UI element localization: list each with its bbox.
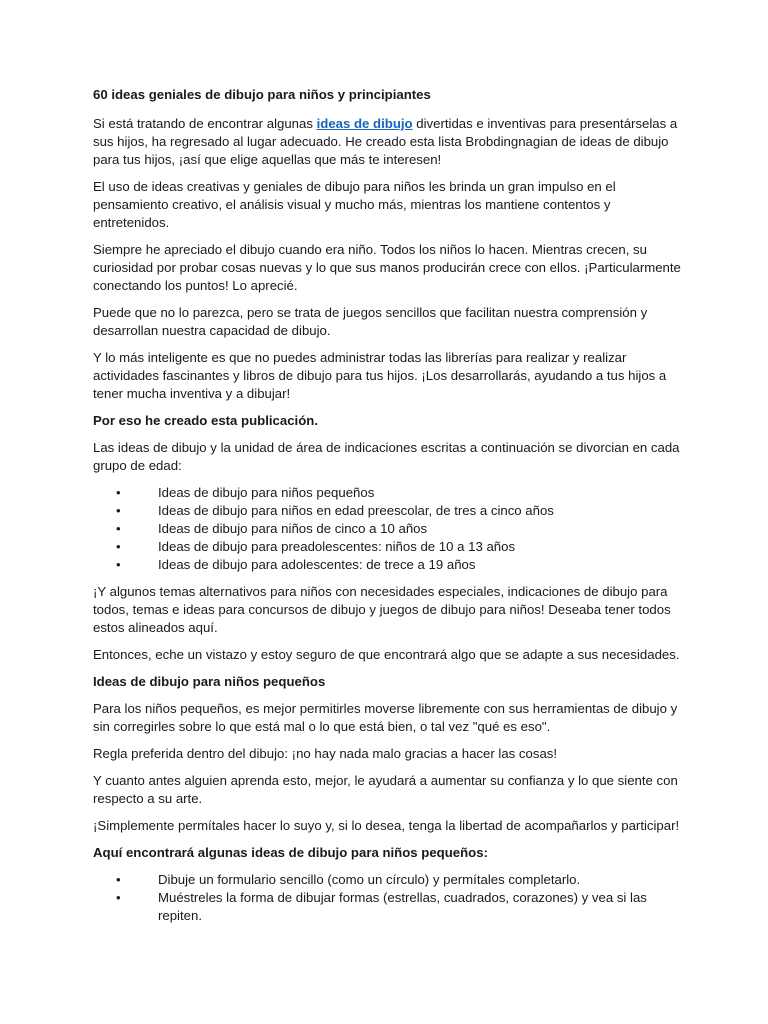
bullet-icon: • xyxy=(116,503,121,518)
list-item xyxy=(93,502,683,520)
bullet-icon: • xyxy=(116,539,121,554)
bullet-icon: • xyxy=(116,485,121,500)
list-item-text: Ideas de dibujo para preadolescentes: niños de 10 a 13 años xyxy=(158,539,516,554)
section-heading-toddlers: Ideas de dibujo para niños pequeños xyxy=(93,674,326,689)
toddler-ideas-list xyxy=(93,871,683,925)
paragraph-confidence: Y cuanto antes alguien aprenda esto, mejor, le ayudará a aumentar su confianza y lo que siente con respecto a su arte. xyxy=(93,773,678,806)
paragraph-why-post: Por eso he creado esta publicación. xyxy=(93,413,318,428)
list-item xyxy=(93,871,683,889)
bullet-icon: • xyxy=(116,872,121,887)
list-item xyxy=(93,889,683,925)
list-item xyxy=(93,538,683,556)
bullet-icon: • xyxy=(116,521,121,536)
list-item-text: Muéstreles la forma de dibujar formas (estrellas, cuadrados, corazones) y vea si las repiten. xyxy=(158,890,647,923)
section-heading-toddler-ideas: Aquí encontrará algunas ideas de dibujo para niños pequeños: xyxy=(93,845,488,860)
paragraph-intro-after: divertidas e inventivas para presentárselas a sus hijos, ha regresado al lugar adecuado. He creado esta lista Brobdingnagian de ideas de dibujo para tus hijos, ¡así que elige aquellas que más te interesen! xyxy=(93,116,678,167)
age-group-list xyxy=(93,484,683,574)
ideas-de-dibujo-link[interactable]: ideas de dibujo xyxy=(316,116,413,131)
paragraph-appreciated-drawing: Siempre he apreciado el dibujo cuando era niño. Todos los niños lo hacen. Mientras crecen, su curiosidad por probar cosas nuevas y lo que sus manos producirán crece con ellos. ¡Particularmente conectando los puntos! Lo aprecié. xyxy=(93,242,681,293)
paragraph-intro-before: Si está tratando de encontrar algunas xyxy=(93,116,317,131)
paragraph-take-a-look: Entonces, eche un vistazo y estoy seguro de que encontrará algo que se adapte a sus necesidades. xyxy=(93,647,680,662)
document-page xyxy=(93,86,683,934)
paragraph-creative-ideas: El uso de ideas creativas y geniales de dibujo para niños les brinda un gran impulso en el pensamiento creativo, el análisis visual y mucho más, mientras los mantiene contentos y entretenidos. xyxy=(93,179,616,230)
list-item xyxy=(93,484,683,502)
list-item-text: Ideas de dibujo para adolescentes: de trece a 19 años xyxy=(158,557,476,572)
list-item-text: Dibuje un formulario sencillo (como un círculo) y permítales completarlo. xyxy=(158,872,581,887)
paragraph-let-them: ¡Simplemente permítales hacer lo suyo y, si lo desea, tenga la libertad de acompañarlos y participar! xyxy=(93,818,680,833)
list-item xyxy=(93,556,683,574)
list-item-text: Ideas de dibujo para niños pequeños xyxy=(158,485,375,500)
paragraph-preferred-rule: Regla preferida dentro del dibujo: ¡no hay nada malo gracias a hacer las cosas! xyxy=(93,746,558,761)
list-item-text: Ideas de dibujo para niños en edad preescolar, de tres a cinco años xyxy=(158,503,554,518)
document-title: 60 ideas geniales de dibujo para niños y principiantes xyxy=(93,87,431,102)
bullet-icon: • xyxy=(116,557,121,572)
bullet-icon: • xyxy=(116,890,121,905)
paragraph-bookstores: Y lo más inteligente es que no puedes administrar todas las librerías para realizar y realizar actividades fascinantes y libros de dibujo para tus hijos. ¡Los desarrollarás, ayudando a tus hijos a tener mucha inventiva y a dibujar! xyxy=(93,350,667,401)
list-item-text: Ideas de dibujo para niños de cinco a 10 años xyxy=(158,521,428,536)
paragraph-simple-games: Puede que no lo parezca, pero se trata de juegos sencillos que facilitan nuestra comprensión y desarrollan nuestra capacidad de dibujo. xyxy=(93,305,648,338)
paragraph-toddlers-freedom: Para los niños pequeños, es mejor permitirles moverse libremente con sus herramientas de dibujo y sin corregirles sobre lo que está mal o lo que está bien, o tal vez "qué es eso". xyxy=(93,701,678,734)
list-item xyxy=(93,520,683,538)
paragraph-intro xyxy=(93,115,683,169)
paragraph-alternative-themes: ¡Y algunos temas alternativos para niños con necesidades especiales, indicaciones de dibujo para todos, temas e ideas para concursos de dibujo y juegos de dibujo para niños! Deseaba tener todos estos alineados aquí. xyxy=(93,584,671,635)
paragraph-age-groups: Las ideas de dibujo y la unidad de área de indicaciones escritas a continuación se divorcian en cada grupo de edad: xyxy=(93,440,680,473)
